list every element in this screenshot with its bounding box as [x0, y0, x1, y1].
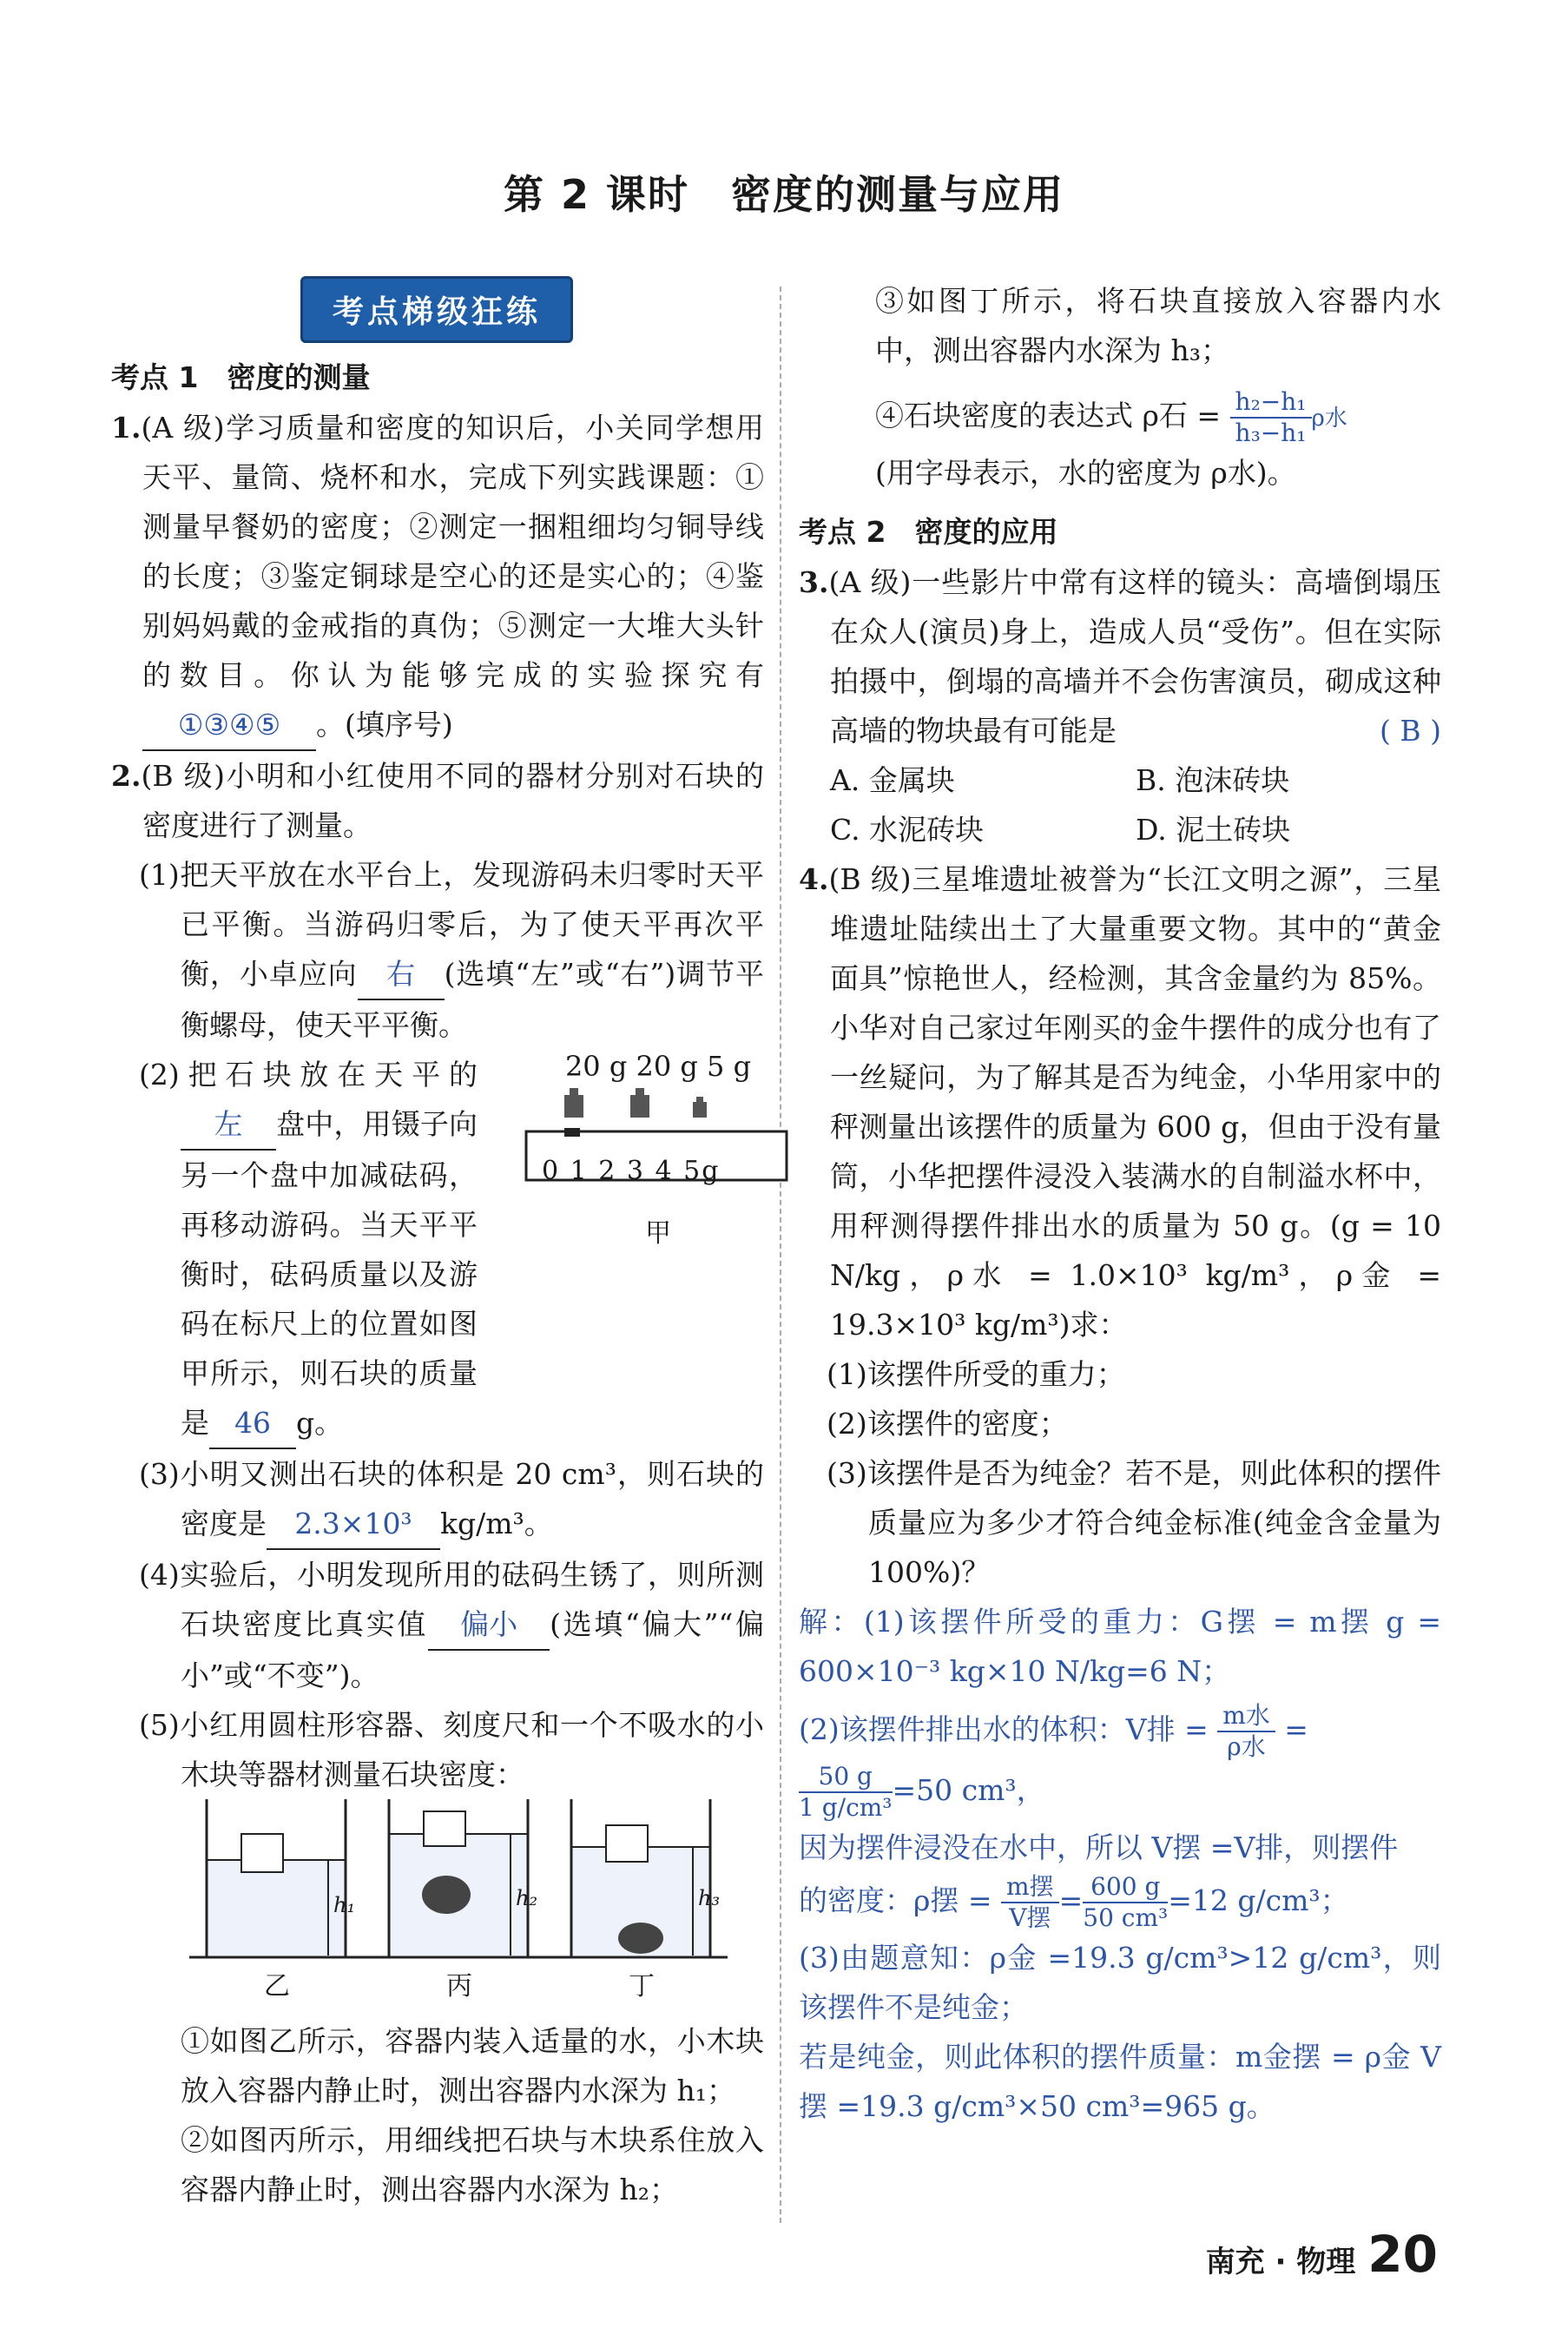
figure-bing-label: 丙	[446, 1971, 472, 2002]
page-number: 20	[1367, 2225, 1438, 2284]
footer-label: 南充 · 物理	[1205, 2245, 1356, 2279]
container-figures	[189, 1799, 764, 2002]
question-1: 1.(A 级)学习质量和密度的知识后，小关同学想用天平、量筒、烧杯和水，完成下列实践课题：①测量早餐奶的密度；②测定一捆粗细均匀铜导线的长度；③鉴定铜球是空心的还是实心的；④鉴别妈妈戴的金戒指的真伪；⑤测定一大堆大头针的数目。你认为能够完成的实验探究有①③④⑤ 。(填序号)	[111, 403, 764, 751]
figure-yi-label: 乙	[264, 1971, 290, 2002]
right-column	[799, 276, 1441, 2131]
solution-line-4: 因为摆件浸没在水中，所以 V摆 =V排，则摆件	[799, 1830, 1399, 1864]
answer-q2-2b: 46	[209, 1398, 296, 1449]
q2-part-3: (3)小明又测出石块的体积是 20 cm³，则石块的密度是 2.3×10³ kg/m³。	[111, 1449, 764, 1550]
question-4: 4.(B 级)三星堆遗址被誉为“长江文明之源”，三星堆遗址陆续出土了大量重要文物。其中的“黄金面具”惊艳世人，经检测，其含金量约为 85%。小华对自己家过年刚买的金牛摆件的成分也有了一丝疑问，为了解其是否为纯金，小华用家中的秤测量出该摆件的质量为 600 g，但由于没有量筒，小华把摆件浸没入装满水的自制溢水杯中，用秤测得摆件排出水的质量为 50 g。(g = 10 N/kg，ρ水 = 1.0×10³ kg/m³，ρ金 = 19.3×10³ kg/m³)求：	[799, 862, 1441, 1342]
q2-part-1: (1)把天平放在水平台上，发现游码未归零时天平已平衡。当游码归零后，为了使天平再次平衡，小卓应向 右 (选填“左”或“右”)调节平衡螺母，使天平平衡。	[139, 858, 765, 1042]
answer-q2-4: 偏小	[428, 1599, 550, 1651]
kaodian-2-heading: 考点 2 密度的应用	[799, 515, 1058, 549]
q2-step-2: ②如图丙所示，用细线把石块与木块系住放入容器内静止时，测出容器内水深为 h₂；	[181, 2123, 764, 2206]
container-diagram	[189, 1799, 728, 1973]
answer-q1: ①③④⑤	[142, 700, 316, 751]
q2-part-2-block	[111, 1050, 764, 1449]
h1-label: h₁	[333, 1893, 356, 1917]
page-title: 第 2 课时 密度的测量与应用	[503, 171, 1065, 218]
ruler-label: 0 1 2 3 4 5g	[542, 1156, 721, 1186]
solution-line-6: (3)由题意知：ρ金 =19.3 g/cm³>12 g/cm³，则该摆件不是纯金；	[799, 1941, 1441, 2024]
q3-options-row-1: A. 金属块 B. 泡沫砖块	[830, 763, 1290, 797]
solution-line-7: 若是纯金，则此体积的摆件质量：m金摆 = ρ金 V摆 =19.3 g/cm³×50 cm³=965 g。	[799, 2040, 1441, 2123]
q2-step-4: ④石块密度的表达式 ρ石 = $\frac{\text{h₂−h₁}}{\text{h₃−h₁}}$ ρ水	[875, 387, 1347, 447]
q4-part-3: (3)该摆件是否为纯金？若不是，则此体积的摆件质量应为多少才符合纯金标准(纯金含金量为 100%)？	[827, 1456, 1441, 1589]
q2-part-5: (5)小红用圆柱形容器、刻度尺和一个不吸水的小木块等器材测量石块密度：	[139, 1708, 764, 1791]
q2-step-3: ③如图丁所示，将石块直接放入容器内水中，测出容器内水深为 h₃；	[875, 284, 1441, 367]
figure-ding-label: 丁	[629, 1971, 655, 2002]
section-banner: 考点梯级狂练	[300, 276, 573, 343]
balance-weights-ruler	[519, 1083, 797, 1213]
answer-q2-2a: 左	[181, 1099, 276, 1151]
figure-jia-label: 甲	[645, 1218, 671, 1249]
question-3: 3.(A 级)一些影片中常有这样的镜头：高墙倒塌压在众人(演员)身上，造成人员“受伤”。但在实际拍摄中，倒塌的高墙并不会伤害演员，砌成这种高墙的物块最有可能是 ( B )	[799, 557, 1441, 755]
solution-line-3: $\frac{50 g}{\text{1 g/cm³}}$ =50 cm³，	[799, 1762, 1045, 1822]
question-2: 2.(B 级)小明和小红使用不同的器材分别对石块的密度进行了测量。	[111, 759, 764, 842]
h3-label: h₃	[698, 1886, 721, 1910]
h2-label: h₂	[516, 1886, 538, 1910]
q2-step-4-note: (用字母表示，水的密度为 ρ水)。	[875, 456, 1296, 490]
q2-part-4: (4)实验后，小明发现所用的砝码生锈了，则所测石块密度比真实值 偏小 (选填“偏大”“偏小”或“不变”)。	[139, 1558, 764, 1692]
q2-part-2: (2)把石块放在天平的左 盘中，用镊子向另一个盘中加减砝码，再移动游码。当天平平衡时，砝码质量以及游码在标尺上的位置如图甲所示，则石块的质量是 46 g。	[111, 1050, 764, 1449]
solution-line-5: 的密度：ρ摆 = $\frac{\text{m摆}}{\text{V摆}}$ = $\frac{600 g}{\text{50 cm³}}$ =12 g/cm³；	[799, 1872, 1349, 1932]
solution-line-1: 解：(1)该摆件所受的重力：G摆 = m摆 g = 600×10⁻³ kg×10 N/kg=6 N；	[799, 1605, 1441, 1688]
balance-figure-jia	[519, 1050, 797, 1250]
q4-part-1: (1)该摆件所受的重力；	[827, 1357, 1125, 1391]
column-divider	[780, 287, 781, 2223]
q3-options-row-2: C. 水泥砖块 D. 泥土砖块	[830, 813, 1291, 847]
q4-solution	[799, 1597, 1441, 2131]
q2-step-1: ①如图乙所示，容器内装入适量的水，小木块放入容器内静止时，测出容器内水深为 h₁；	[181, 2024, 764, 2107]
weights-label: 20 g 20 g 5 g	[564, 1050, 752, 1083]
answer-q3: ( B )	[1380, 714, 1441, 748]
solution-line-2: (2)该摆件排出水的体积：V排 = $\frac{\text{m水}}{\text{ρ水}}$ =	[799, 1701, 1308, 1761]
left-column	[111, 276, 764, 2214]
page-footer	[1206, 2225, 1438, 2284]
density-expression: $\frac{\text{h₂−h₁}}{\text{h₃−h₁}}$	[1230, 387, 1312, 448]
answer-q2-3: 2.3×10³	[267, 1499, 440, 1550]
kaodian-1-heading: 考点 1 密度的测量	[111, 360, 371, 394]
answer-q2-1: 右	[358, 949, 445, 1000]
q4-part-2: (2)该摆件的密度；	[827, 1407, 1068, 1441]
